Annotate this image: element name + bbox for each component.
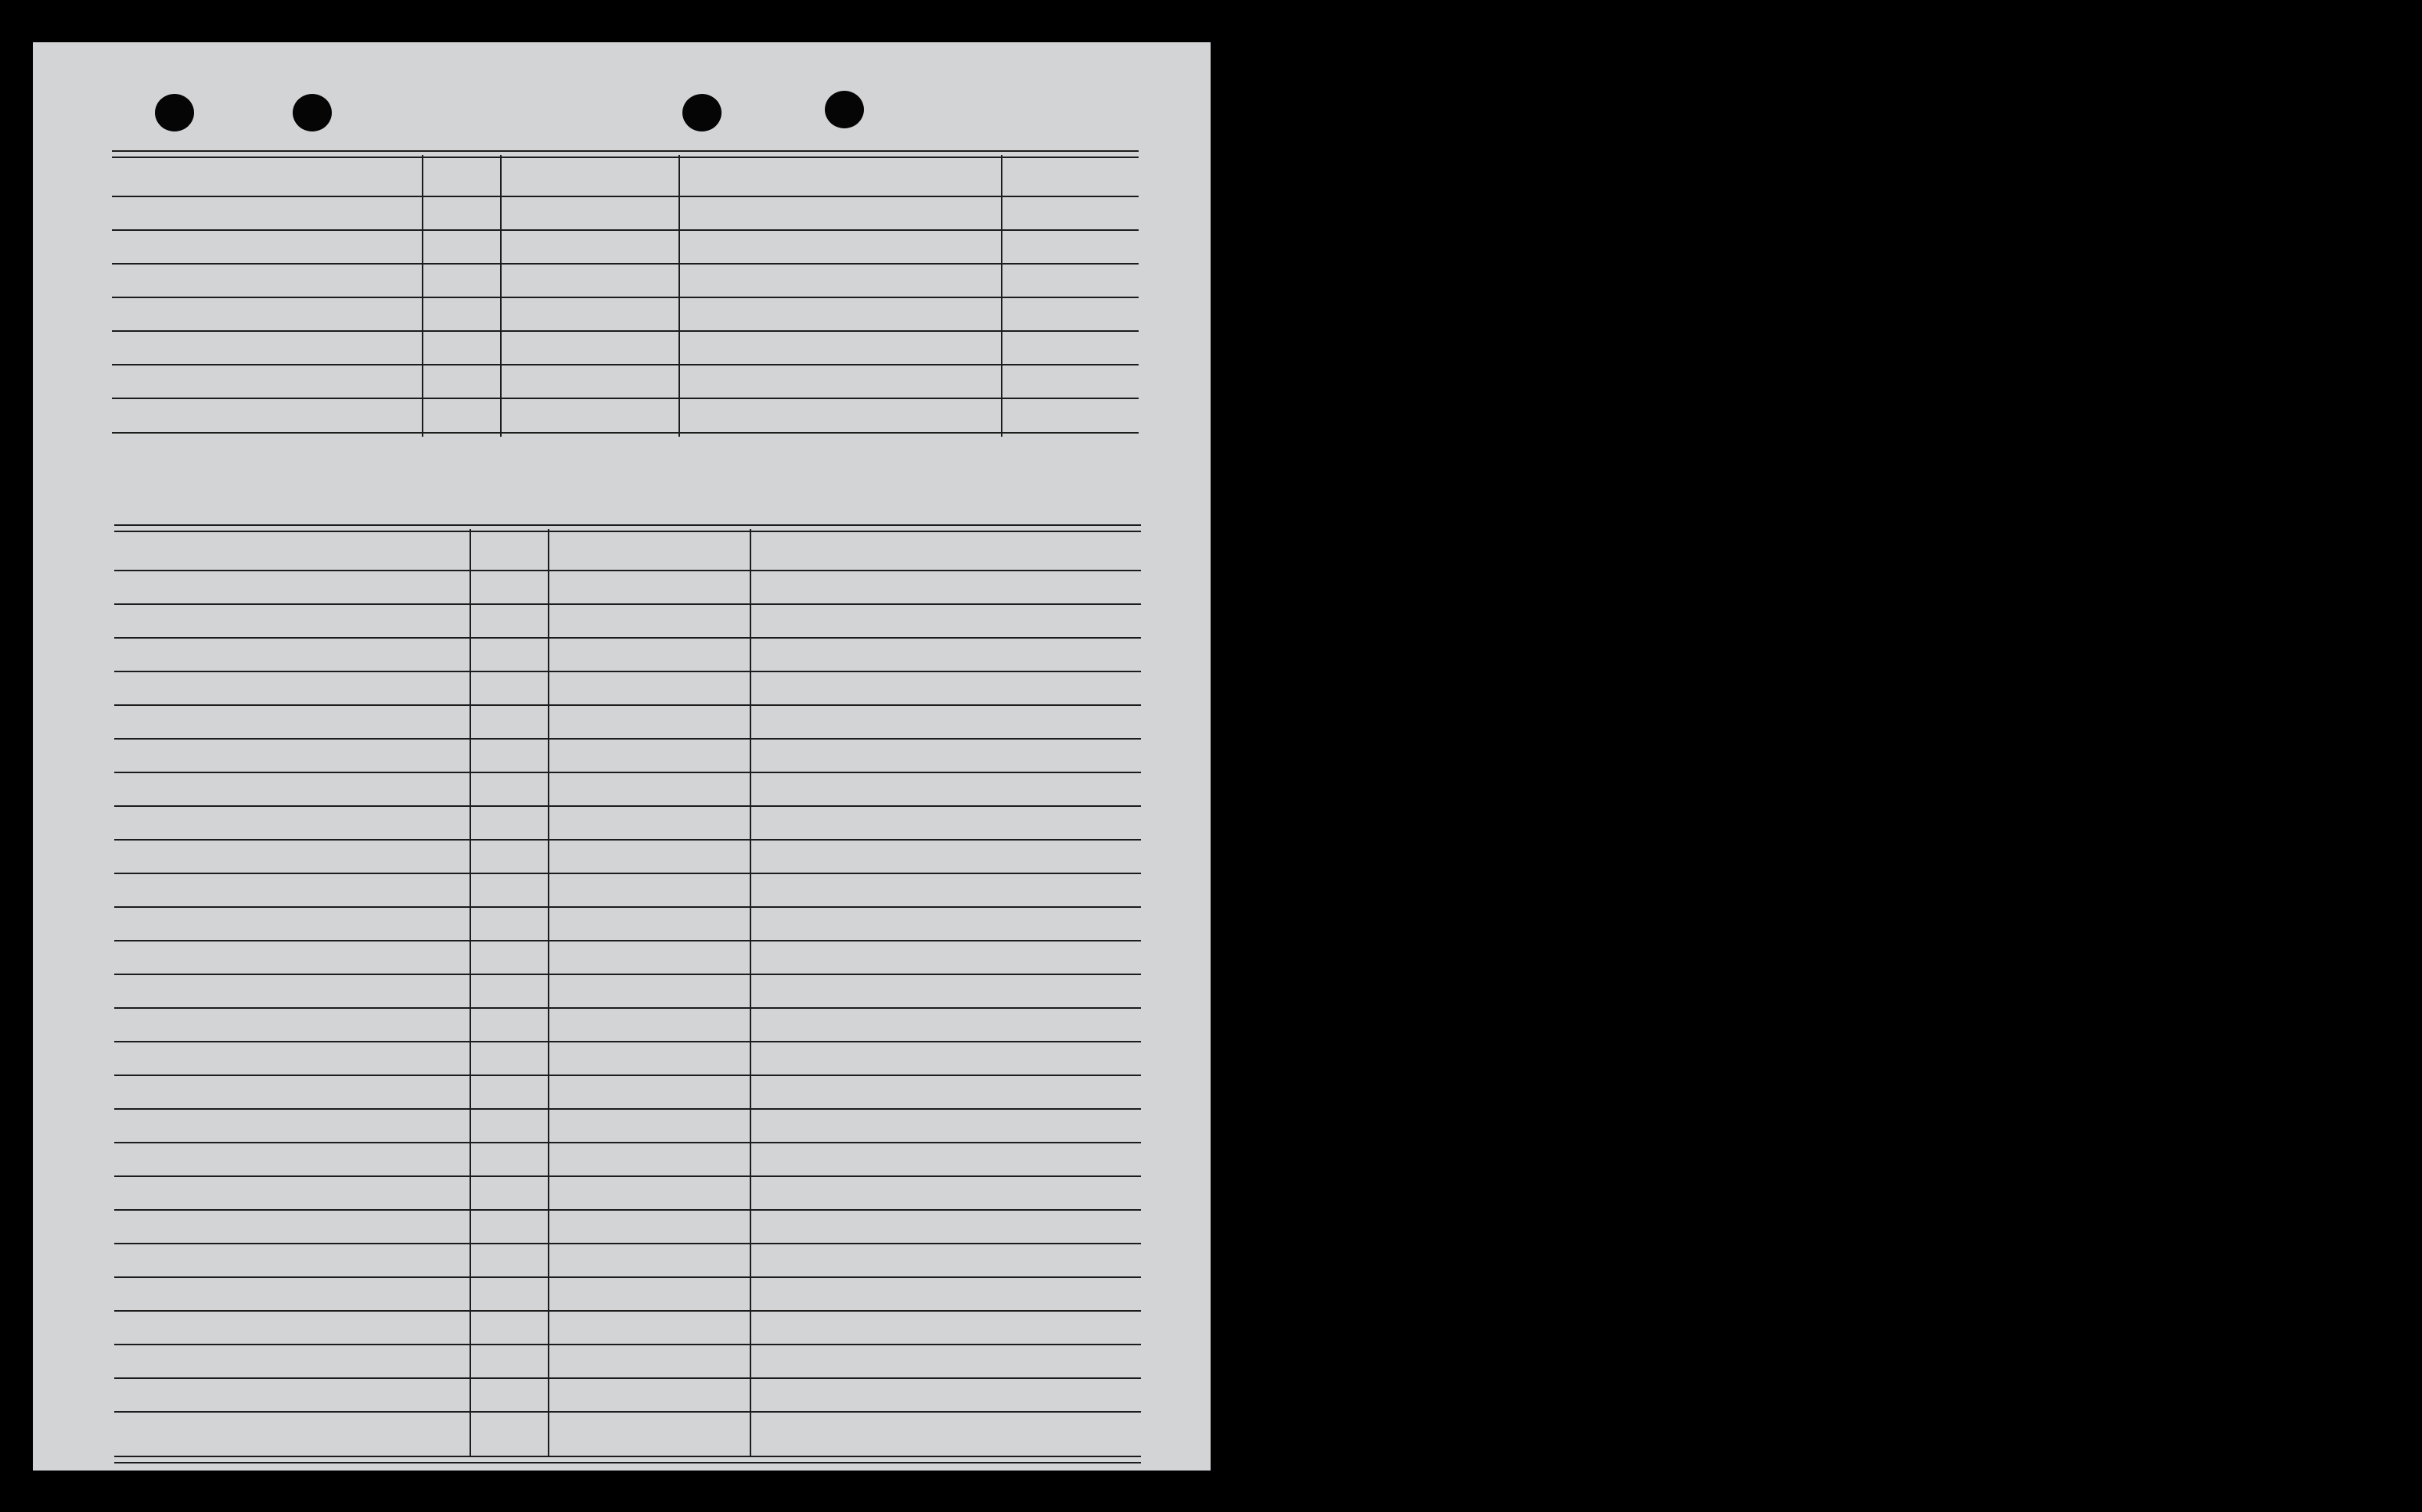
punch-hole-icon bbox=[155, 94, 194, 131]
left-page bbox=[33, 42, 1211, 1471]
punch-hole-icon bbox=[825, 91, 864, 128]
punch-hole-icon bbox=[682, 94, 722, 131]
discharged-table bbox=[114, 524, 1141, 1462]
hospital-table bbox=[112, 150, 1139, 437]
punch-hole-icon bbox=[293, 94, 332, 131]
